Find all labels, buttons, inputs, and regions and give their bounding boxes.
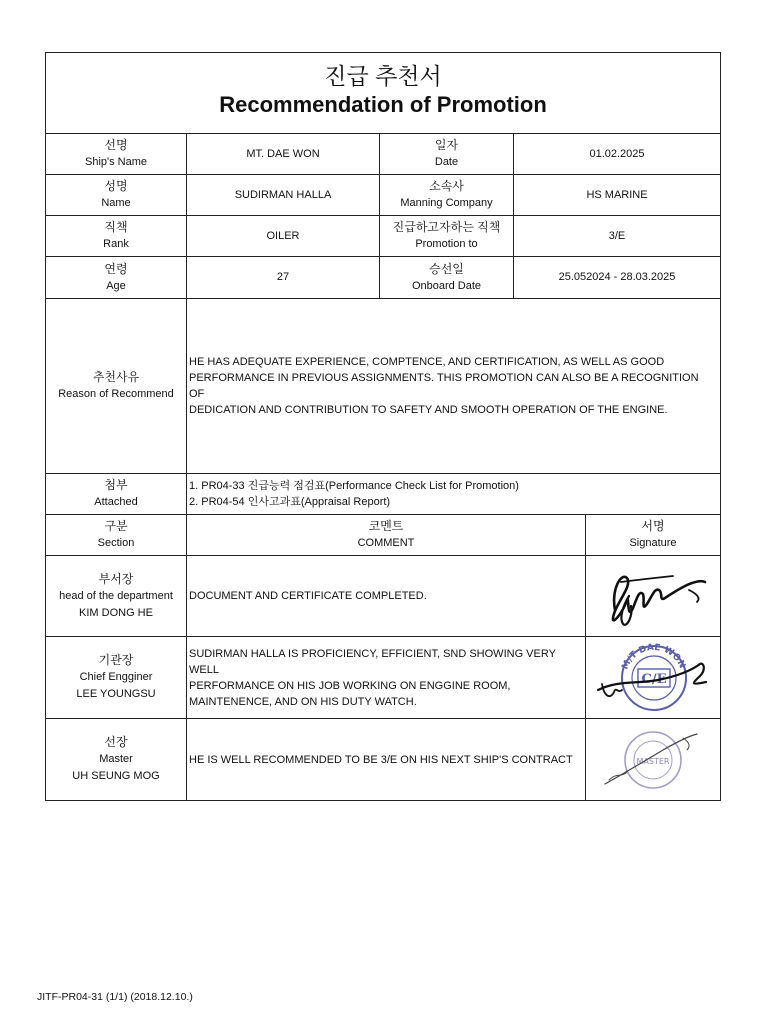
signature-chief-engineer [586,637,720,718]
comment-row-head-of-department [46,556,720,637]
reason-row [46,299,720,474]
label-ko: 서명 [641,519,665,533]
info-row-name [46,175,720,216]
label-en: Age [106,279,126,292]
label-ko: 선명 [104,138,128,152]
attached-item: 2. PR04-54 인사고과표(Appraisal Report) [189,496,391,508]
label-manning-company [380,175,514,215]
comment-text [187,556,586,636]
person-name: KIM DONG HE [79,606,153,619]
reason-line: HE HAS ADEQUATE EXPERIENCE, COMPTENCE, AND CERTIFICATION, AS WELL AS GOOD [189,356,665,368]
header-signature [586,515,720,555]
label-en: Ship's Name [84,156,147,168]
info-row-rank [46,216,720,257]
label-en: Date [434,156,459,168]
role-chief-engineer [46,637,187,718]
label-en: Manning Company [400,197,493,209]
label-en: Onboard Date [411,279,482,292]
comment-line: PERFORMANCE ON HIS JOB WORKING ON ENGGINE ROOM, [189,679,511,692]
comment-row-chief-engineer [46,637,720,719]
info-row-ship [46,134,720,175]
label-name [46,175,187,215]
label-en: Signature [629,537,677,549]
comment-line: HE IS WELL RECOMMENDED TO BE 3/E ON HIS NEXT SHIP'S CONTRACT [189,753,573,766]
label-reason [46,299,187,473]
label-en: COMMENT [357,537,415,549]
promotion-form [45,52,721,801]
attached-row [46,474,720,515]
label-en: Rank [103,238,129,250]
label-rank [46,216,187,256]
stamp-rank-text: C/E [641,671,667,687]
value-manning-company: HS MARINE [586,188,648,201]
reason-line: PERFORMANCE IN PREVIOUS ASSIGNMENTS. THIS PROMOTION CAN ALSO BE A RECOGNITION OF [189,372,699,400]
role-ko: 기관장 [98,653,134,667]
label-age [46,257,187,298]
comment-line: DOCUMENT AND CERTIFICATE COMPLETED. [189,590,427,602]
label-en: Reason of Recommend [58,388,174,400]
label-onboard-date [380,257,514,298]
comment-text [187,719,586,800]
person-name: LEE YOUNGSU [76,688,156,700]
comment-line: SUDIRMAN HALLA IS PROFICIENCY, EFFICIENT, SND SHOWING VERY WELL [189,647,556,676]
attached-list [187,474,720,514]
form-title-block [46,53,720,134]
role-ko: 부서장 [98,571,134,586]
label-ko: 추천사유 [92,370,140,384]
label-ko: 직책 [104,220,128,234]
label-en: Section [97,537,135,549]
role-en: Chief Engginer [79,671,153,683]
header-section [46,515,187,555]
value-rank: OILER [187,216,380,256]
value-name: SUDIRMAN HALLA [187,175,380,215]
header-comment [187,515,586,555]
stamp-ship-text: M/T DAE WON [620,642,687,671]
role-en: Master [99,753,133,765]
form-code-footer: JITF-PR04-31 (1/1) (2018.12.10.) [37,991,193,1003]
value-date: 01.02.2025 [589,147,645,160]
stamp-master-text: MASTER [636,756,670,766]
value-age: 27 [187,257,380,298]
label-ko: 구분 [104,519,128,533]
signature-master [586,719,720,800]
label-ko: 성명 [104,179,128,193]
person-name: UH SEUNG MOG [72,770,160,782]
attached-item: 1. PR04-33 진급능력 점검표(Performance Check List for Promotion) [189,480,519,492]
label-en: Promotion to [415,238,478,250]
stamp-with-signature [588,640,718,716]
label-ko: 연령 [104,261,128,276]
label-ko: 승선일 [429,261,464,276]
label-ship-name [46,134,187,174]
handwritten-signature [593,560,713,632]
role-master [46,719,187,800]
label-ko: 진급하고자하는 직책 [392,220,501,234]
label-promotion-to [380,216,514,256]
reason-line: DEDICATION AND CONTRIBUTION TO SAFETY AND SMOOTH OPERATION OF THE ENGINE. [189,404,668,416]
comment-row-master [46,719,720,800]
value-onboard-date: 25.052024 - 28.03.2025 [558,271,676,283]
reason-text [187,299,720,473]
label-ko: 코멘트 [368,519,404,533]
label-ko: 일자 [434,138,459,152]
signature-head-of-department [586,556,720,636]
comment-header-row [46,515,720,556]
label-ko: 첨부 [104,478,128,492]
label-en: Name [101,197,131,209]
comment-line: MAINTENENCE, AND ON HIS DUTY WATCH. [189,695,417,708]
role-en: head of the department [59,589,173,602]
role-head-of-department [46,556,187,636]
title-korean: 진급 추천서 [324,63,442,89]
stamp-with-signature [593,724,713,796]
label-en: Attached [94,496,138,508]
label-attached [46,474,187,514]
title-english: Recommendation of Promotion [219,92,547,117]
label-ko: 소속사 [429,179,464,193]
comment-text [187,637,586,718]
value-promotion-to: 3/E [608,229,626,242]
role-ko: 선장 [104,735,128,749]
label-date [380,134,514,174]
info-row-age [46,257,720,299]
value-ship-name: MT. DAE WON [187,134,380,174]
